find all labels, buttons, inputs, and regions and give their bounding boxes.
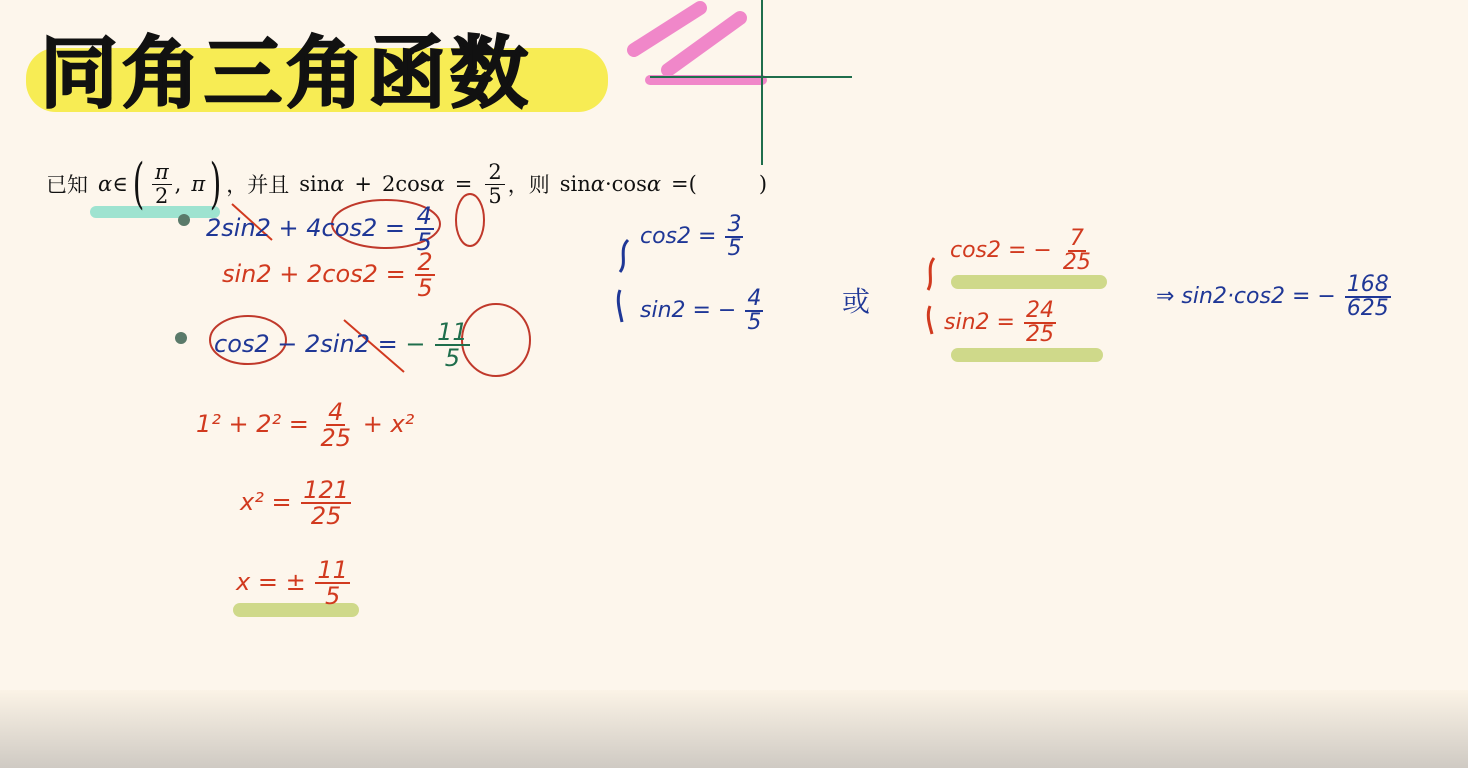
element-of-symbol: ∈ bbox=[112, 172, 128, 196]
bullet-dot-2 bbox=[175, 332, 187, 344]
problem-statement: 已知 α ∈ ( $\frac{\pi}{2}$ , π ) ，并且 sin α + 2 cos α = $\frac{2}{5}$ ，则 sin α · cos α = ( ) bbox=[46, 152, 768, 215]
left-paren: ( bbox=[132, 152, 145, 215]
pink-stroke-1 bbox=[634, 8, 700, 50]
problem-then: ，则 bbox=[507, 173, 550, 197]
solution-2-sin: sin2 = $\frac{24}{25}$ bbox=[944, 298, 1054, 347]
alpha-symbol: α bbox=[98, 172, 113, 196]
note-line-5: x² = $\frac{121}{25}$ bbox=[240, 476, 350, 530]
solution-1-sin: sin2 = − $\frac{4}{5}$ bbox=[640, 286, 762, 335]
note-line-3: cos2 − 2sin2 = − $\frac{11}{5}$ bbox=[214, 318, 468, 372]
problem-prefix: 已知 bbox=[46, 173, 88, 197]
final-result: ⇒ sin2·cos2 = − $\frac{168}{625}$ bbox=[1156, 272, 1389, 321]
video-bottom-fade bbox=[0, 690, 1468, 768]
pi-over-2: $\frac{\pi}{2}$ bbox=[152, 161, 172, 206]
note-line-4: 1² + 2² = $\frac{4}{25}$ + x² bbox=[196, 398, 415, 452]
two-fifths: $\frac{2}{5}$ bbox=[485, 161, 504, 206]
right-paren: ) bbox=[209, 152, 222, 215]
brace-1 bbox=[618, 240, 628, 322]
problem-and: ，并且 bbox=[226, 173, 290, 197]
circle-11-5 bbox=[462, 304, 530, 376]
note-line-2: sin2 + 2cos2 = $\frac{2}{5}$ bbox=[222, 248, 433, 302]
pi-symbol: π bbox=[191, 172, 206, 196]
solution-1-cos: cos2 = $\frac{3}{5}$ bbox=[640, 212, 742, 261]
note-line-6: x = ± $\frac{11}{5}$ bbox=[236, 556, 348, 610]
solution-2-cos: cos2 = − $\frac{7}{25}$ bbox=[950, 226, 1091, 275]
note-line-1: 2sin2 + 4cos2 = $\frac{4}{5}$ bbox=[206, 202, 432, 256]
or-label: 或 bbox=[842, 285, 871, 318]
page-title: 同角三角函数 bbox=[40, 29, 533, 119]
brace-2 bbox=[928, 258, 934, 334]
